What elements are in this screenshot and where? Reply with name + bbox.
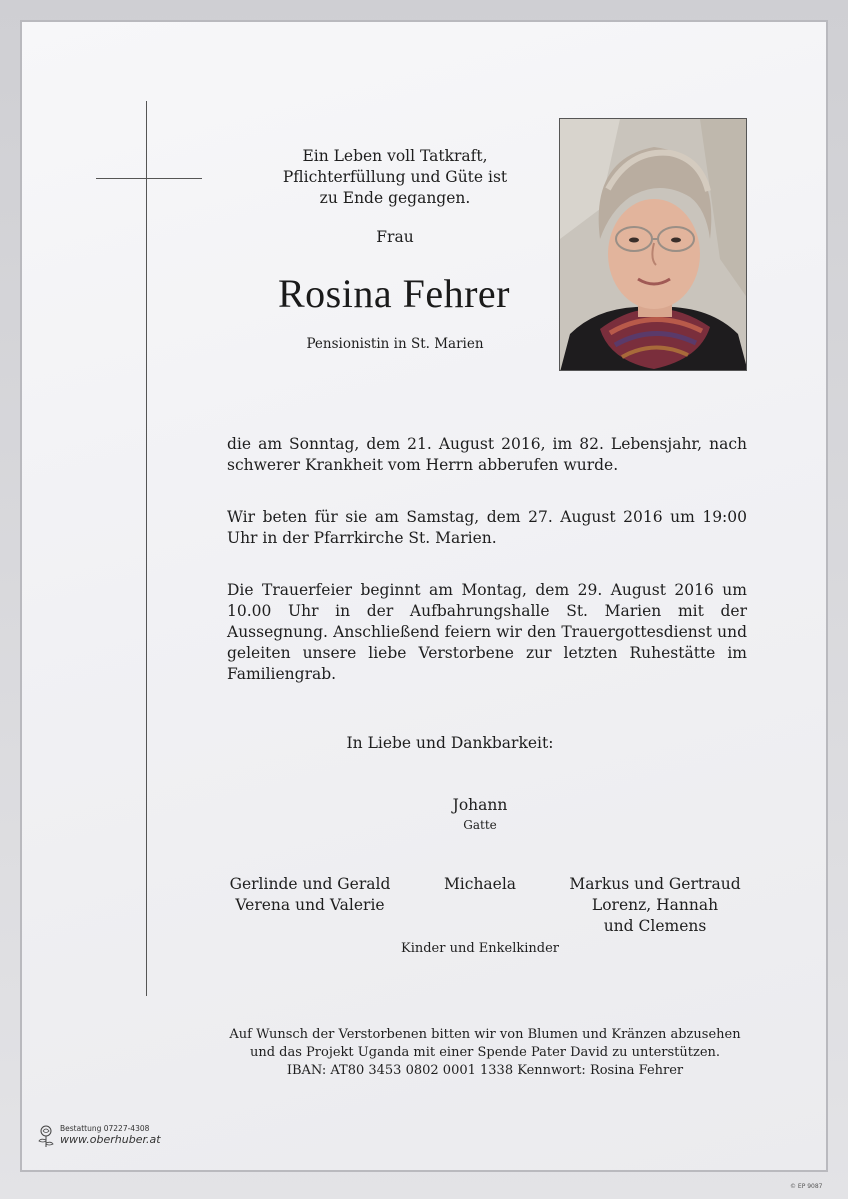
- spouse-name: Johann: [452, 796, 508, 814]
- funeral-home-logo: [36, 1124, 166, 1150]
- prayer-paragraph: Wir beten für sie am Samstag, dem 27. August 2016 um 19:00 Uhr in der Pfarrkirche St. Marien.: [227, 508, 747, 547]
- verse-line: zu Ende gegangen.: [319, 189, 471, 207]
- logo-website: www.oberhuber.at: [60, 1133, 161, 1146]
- cross-vertical-bar: [146, 101, 147, 996]
- love-line: In Liebe und Dankbarkeit:: [346, 734, 554, 752]
- funeral-paragraph: Die Trauerfeier beginnt am Montag, dem 29. August 2016 um 10.00 Uhr in der Aufbahrungshalle St. Marien mit der Aussegnung. Anschließend feiern wir den Trauergottesdienst und geleiten unsere liebe Verstorbene zur letzten Ruhestätte im Familiengrab.: [227, 581, 747, 683]
- family-line: Markus und Gertraud: [569, 875, 741, 893]
- rose-icon: [36, 1124, 56, 1148]
- portrait-photo: [559, 118, 747, 371]
- family-line: und Clemens: [603, 917, 707, 935]
- family-group: [220, 874, 400, 916]
- family-group: [420, 874, 540, 895]
- logo-phone: Bestattung 07227-4308: [60, 1124, 150, 1133]
- note-line: und das Projekt Uganda mit einer Spende Pater David zu unterstützen.: [249, 1045, 721, 1060]
- donation-note: [210, 1026, 760, 1080]
- note-line: Auf Wunsch der Verstorbenen bitten wir von Blumen und Kränzen abzusehen: [229, 1027, 741, 1042]
- families-relation: Kinder und Enkelkinder: [400, 941, 560, 956]
- deceased-role: Pensionistin in St. Marien: [306, 336, 484, 352]
- deceased-name: Rosina Fehrer: [277, 271, 510, 316]
- verse-line: Ein Leben voll Tatkraft,: [302, 147, 488, 165]
- family-line: Michaela: [443, 875, 517, 893]
- iban-line: IBAN: AT80 3453 0802 0001 1338 Kennwort: Rosina Fehrer: [286, 1063, 684, 1078]
- cross-horizontal-bar: [96, 178, 202, 179]
- opening-verse: [250, 146, 540, 209]
- spouse-relation: Gatte: [463, 818, 497, 832]
- family-line: Lorenz, Hannah: [591, 896, 719, 914]
- verse-line: Pflichterfüllung und Güte ist: [282, 168, 508, 186]
- death-notice-paragraph: die am Sonntag, dem 21. August 2016, im 82. Lebensjahr, nach schwerer Krankheit vom Herrn abberufen wurde.: [227, 435, 747, 474]
- salutation: Frau: [376, 228, 414, 246]
- portrait-illustration: [560, 119, 747, 371]
- family-line: Verena und Valerie: [235, 896, 385, 914]
- family-group: [560, 874, 750, 937]
- family-line: Gerlinde und Gerald: [229, 875, 391, 893]
- print-code: © EP 9087: [790, 1183, 823, 1190]
